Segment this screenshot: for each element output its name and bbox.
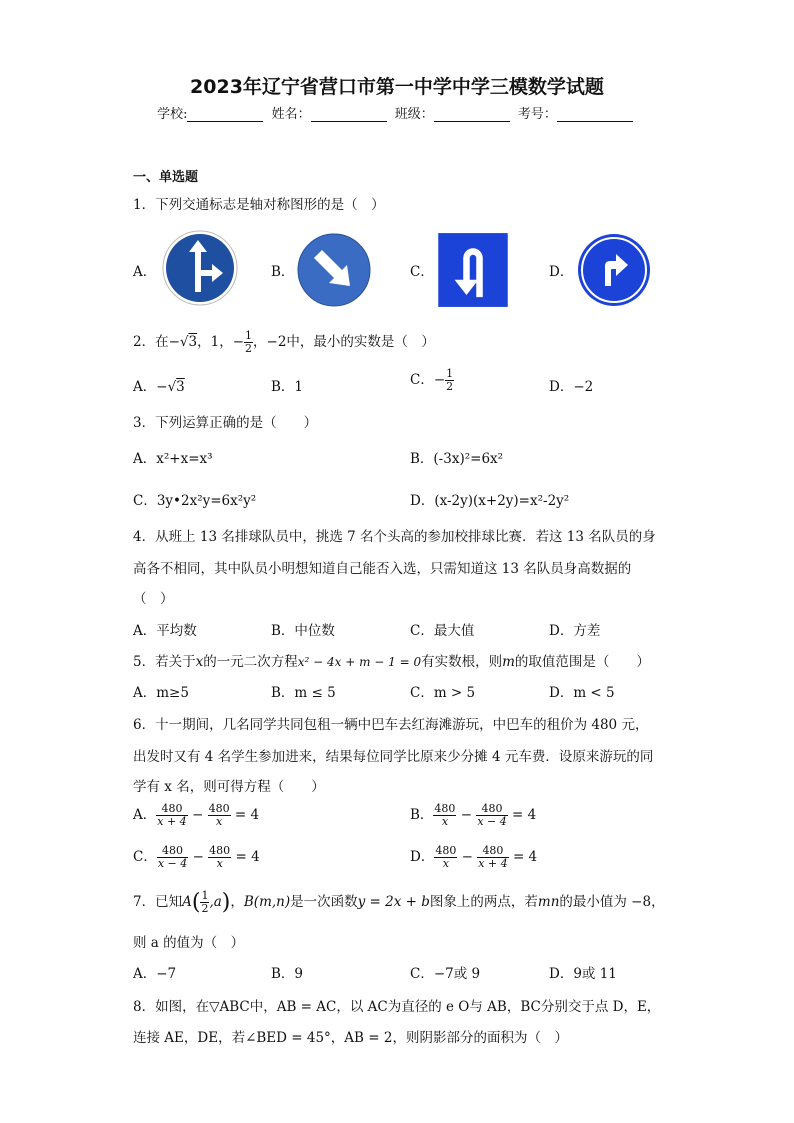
student-info-line	[0, 103, 794, 122]
fraction-one-half: $\frac{1}{2}$	[245, 329, 253, 355]
q3-option-c: C．3y•2x²y=6x²y²	[133, 493, 257, 509]
question-3-stem: 3．下列运算正确的是（ ）	[133, 415, 318, 431]
section-heading: 一、单选题	[133, 170, 199, 185]
question-4-line-1: 4．从班上 13 名排球队员中，挑选 7 名个头高的参加校排球比赛．若这 13 名队员的身	[133, 529, 656, 545]
q1-option-a-label: A．	[133, 264, 157, 280]
q3-option-a: A．x²+x=x³	[133, 451, 213, 467]
class-label: 班级：	[394, 107, 434, 122]
q5-option-b: B．m ≤ 5	[271, 685, 336, 701]
q2-option-b: B．1	[271, 379, 304, 395]
q5-option-d: D．m < 5	[549, 685, 615, 701]
q3-option-b: B．(-3x)²=6x²	[410, 451, 504, 467]
q1-option-b-label: B．	[271, 264, 295, 280]
name-blank[interactable]	[311, 107, 387, 122]
question-5-stem: 5．若关于x的一元二次方程x² − 4x + m − 1 = 0有实数根，则m的取值范围是（ ）	[133, 654, 650, 670]
question-2-stem: 2．在−√3，1，− $\frac{1}{2}$ ，−2中，最小的实数是（ ）	[133, 329, 435, 355]
question-4-line-2: 高各不相同，其中队员小明想知道自己能否入选，只需知道这 13 名队员身高数据的	[133, 561, 632, 577]
q1-option-d-label: D．	[549, 264, 574, 280]
question-8-line-1: 8．如图，在▽ABC中，AB = AC，以 AC为直径的 e O与 AB，BC分别交于点 D，E，	[133, 999, 661, 1015]
q7-option-a: A．−7	[133, 966, 177, 982]
q7-option-c: C．−7或 9	[410, 966, 481, 982]
question-6-line-2: 出发时又有 4 名学生参加进来，结果每位同学比原来少分摊 4 元车费．设原来游玩的同	[133, 749, 654, 765]
q6-option-b: B． $\frac{480}{x}$ − $\frac{480}{x - 4}$ = 4	[410, 802, 537, 828]
q5-option-a: A．m≥5	[133, 685, 189, 701]
q4-option-d: D．方差	[549, 623, 601, 639]
name-label: 姓名：	[271, 107, 311, 122]
school-label: 学校:	[157, 107, 188, 122]
question-4-line-3: （ ）	[133, 591, 174, 607]
q7-option-d: D．9或 11	[549, 966, 617, 982]
question-6-line-1: 6．十一期间，几名同学共同包租一辆中巴车去红海滩游玩，中巴车的租价为 480 元，	[133, 717, 649, 733]
question-1-stem: 1．下列交通标志是轴对称图形的是（ ）	[133, 197, 385, 213]
q5-option-c: C．m > 5	[410, 685, 476, 701]
question-8-line-2: 连接 AE，DE，若∠BED = 45°，AB = 2，则阴影部分的面积为（ ）	[133, 1030, 568, 1046]
class-blank[interactable]	[434, 107, 510, 122]
question-7-line-2: 则 a 的值为（ ）	[133, 935, 245, 951]
q2-option-c: C．− $\frac{1}{2}$	[410, 367, 454, 393]
school-blank[interactable]	[187, 107, 263, 122]
q3-option-d: D．(x-2y)(x+2y)=x²-2y²	[410, 493, 570, 509]
q1-option-c-label: C．	[410, 264, 434, 280]
u-turn-sign-icon	[435, 232, 511, 308]
exam-title: 2023年辽宁省营口市第一中学中学三模数学试题	[190, 76, 604, 98]
q2-option-a: A．−√3	[133, 379, 185, 395]
q7-option-b: B．9	[271, 966, 304, 982]
q4-option-a: A．平均数	[133, 623, 197, 639]
question-6-line-3: 学有 x 名，则可得方程（ ）	[133, 779, 325, 795]
keep-right-diagonal-sign-icon	[296, 232, 372, 308]
question-7-stem: 7．已知A( $\frac{1}{2}$ ,a)，B(m,n)是一次函数y = 2x + b图象上的两点，若mn的最小值为 −8，	[133, 889, 665, 915]
q2-option-d: D．−2	[549, 379, 594, 395]
exam-number-blank[interactable]	[557, 107, 633, 122]
q6-option-d: D． $\frac{480}{x}$ − $\frac{480}{x + 4}$ = 4	[410, 844, 538, 870]
exam-number-label: 考号：	[517, 107, 557, 122]
q4-option-c: C．最大值	[410, 623, 475, 639]
go-straight-or-right-sign-icon	[162, 230, 238, 306]
turn-right-sign-icon	[576, 232, 652, 308]
q6-option-a: A． $\frac{480}{x + 4}$ − $\frac{480}{x}$ = 4	[133, 802, 260, 828]
sqrt-3: 3	[188, 334, 198, 350]
q4-option-b: B．中位数	[271, 623, 335, 639]
q6-option-c: C． $\frac{480}{x - 4}$ − $\frac{480}{x}$ = 4	[133, 844, 260, 870]
